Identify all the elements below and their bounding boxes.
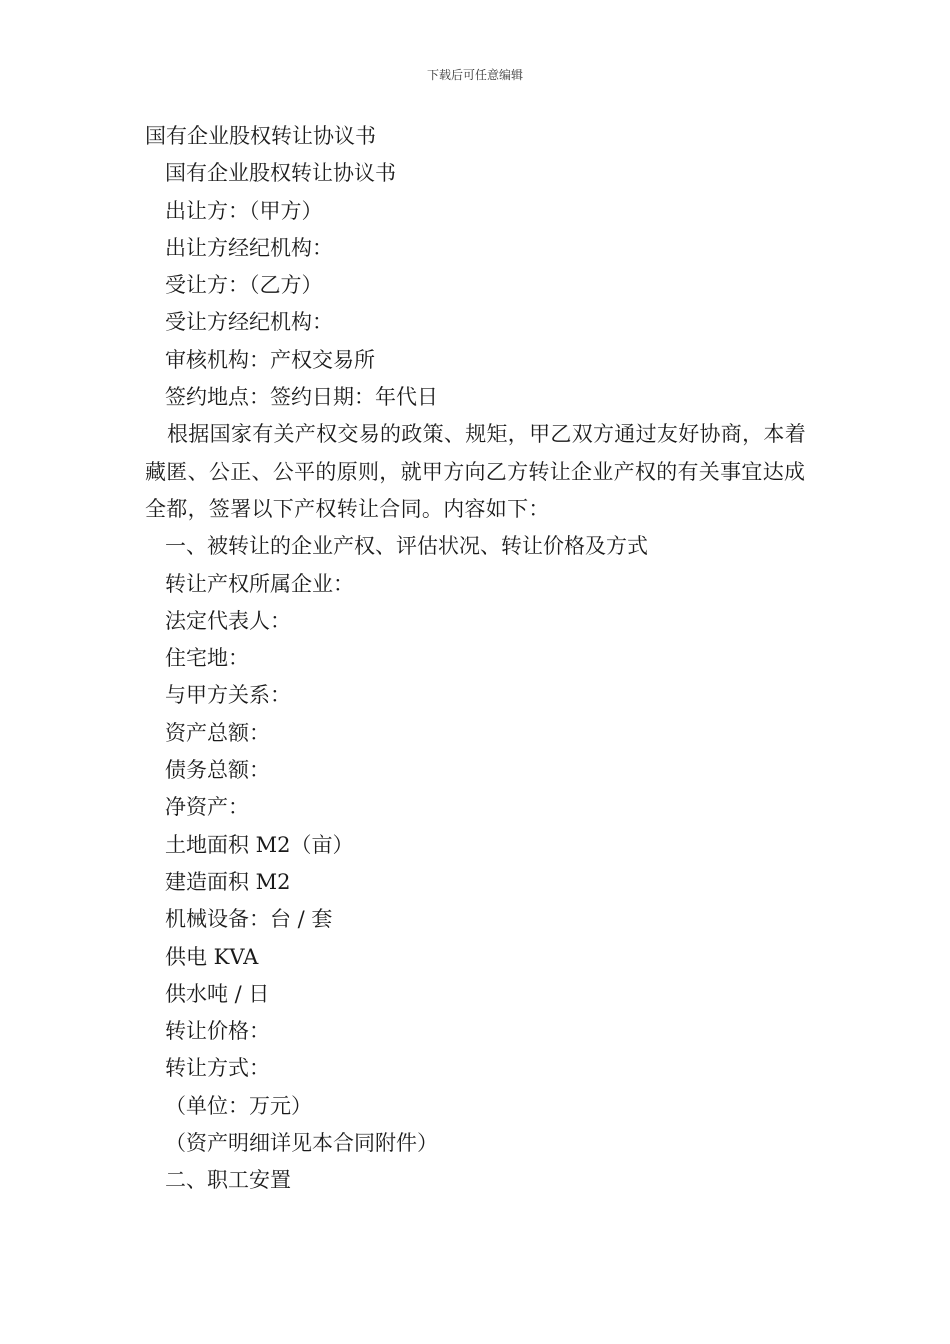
- transferor-line: 出让方：（甲方）: [165, 198, 323, 223]
- transferor-agent-line: 出让方经纪机构：: [165, 235, 333, 260]
- field-legal-representative: 法定代表人：: [165, 608, 291, 633]
- section-one-heading: 一、被转让的企业产权、评估状况、转让价格及方式: [165, 534, 648, 559]
- field-water-supply: 供水吨 / 日: [165, 981, 270, 1006]
- field-relation: 与甲方关系：: [165, 683, 291, 708]
- page-header-note: 下载后可任意编辑: [426, 68, 523, 82]
- field-transfer-method: 转让方式：: [165, 1056, 270, 1081]
- field-total-debt: 债务总额：: [165, 758, 270, 783]
- field-machinery: 机械设备：台 / 套: [165, 907, 333, 932]
- transferee-agent-line: 受让方经纪机构：: [165, 310, 333, 335]
- section-two-heading: 二、职工安置: [165, 1168, 291, 1193]
- document-body: [145, 118, 810, 1200]
- field-transfer-price: 转让价格：: [165, 1019, 270, 1044]
- field-net-assets: 净资产：: [165, 795, 249, 820]
- field-power-supply: 供电 KVA: [165, 944, 259, 969]
- asset-detail-note: （资产明细详见本合同附件）: [165, 1131, 438, 1156]
- review-agency-line: 审核机构：产权交易所: [165, 347, 375, 372]
- transferee-line: 受让方：（乙方）: [165, 273, 323, 298]
- document-title: 国有企业股权转让协议书: [145, 124, 376, 148]
- field-total-assets: 资产总额：: [165, 720, 270, 745]
- unit-note: （单位：万元）: [165, 1093, 312, 1118]
- signing-place-date-line: 签约地点：签约日期：年代日: [165, 385, 438, 410]
- field-enterprise: 转让产权所属企业：: [165, 571, 354, 596]
- subtitle-line: 国有企业股权转让协议书: [165, 161, 396, 186]
- field-building-area: 建造面积 M2: [165, 869, 291, 894]
- field-land-area: 土地面积 M2（亩）: [165, 832, 354, 857]
- field-residence: 住宅地：: [165, 646, 249, 671]
- intro-paragraph: 根据国家有关产权交易的政策、规矩，甲乙双方通过友好协商，本着藏匿、公正、公平的原则，就甲方向乙方转让企业产权的有关事宜达成全都，签署以下产权转让合同。内容如下：: [145, 422, 806, 521]
